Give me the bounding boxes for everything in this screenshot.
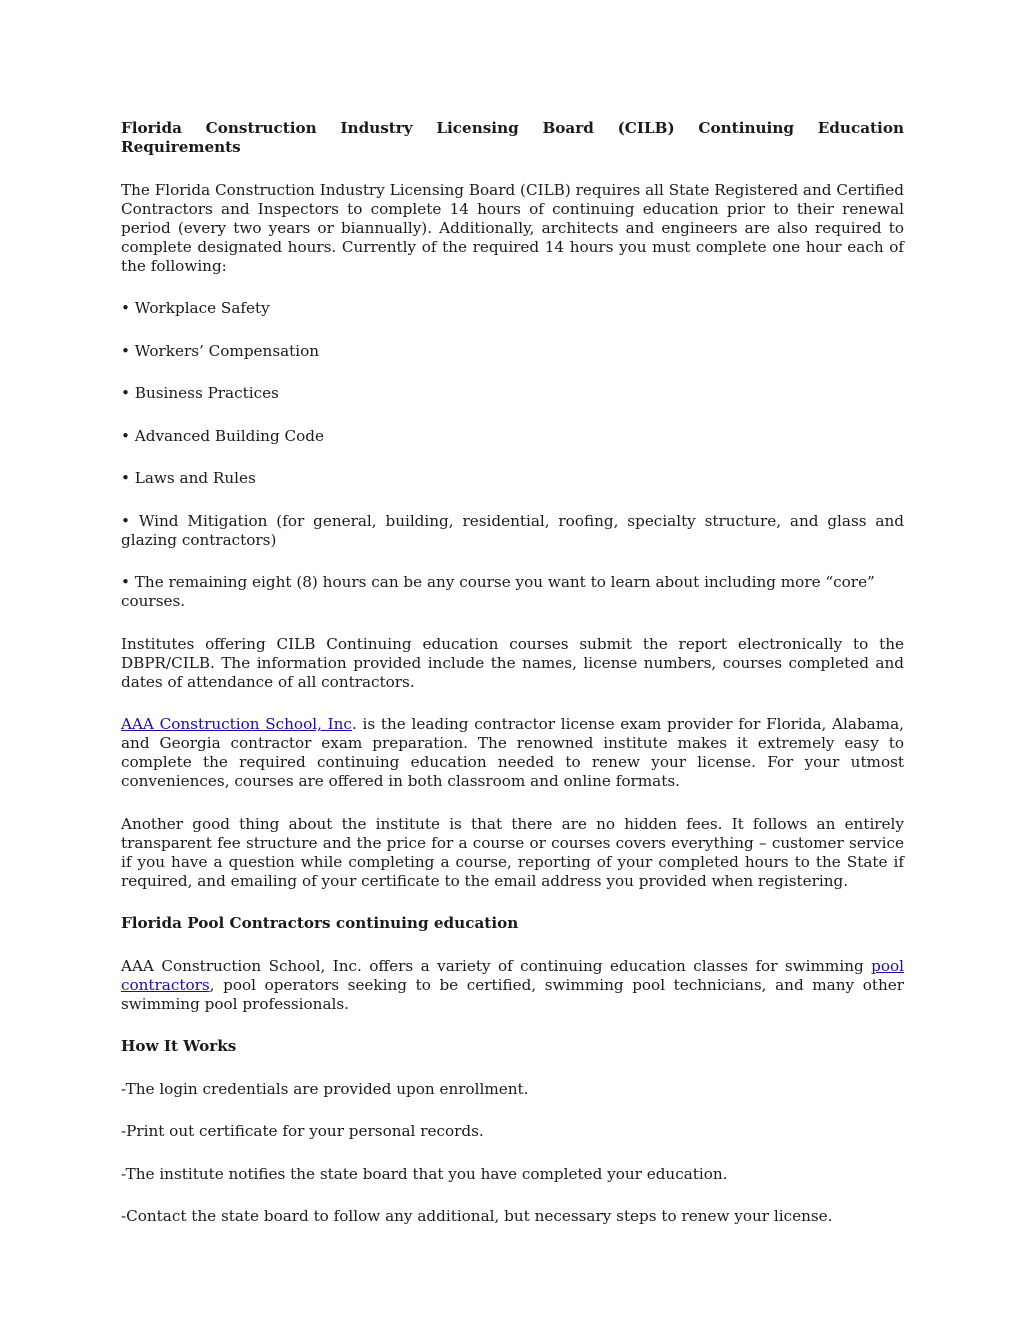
pool-contractors-link[interactable]: pool contractors [121, 956, 904, 994]
cilb-intro-paragraph: The Florida Construction Industry Licensing Board (CILB) requires all State Registered and Certified Contractors and Inspectors to complete 14 hours of continuing education prior to their renewal period (every two years or biannually). Additionally, architects and engineers are also required to complete designated hours. Currently of the required 14 hours you must complete one hour each of the following: [121, 180, 904, 275]
bullet-business-practices: • Business Practices [121, 384, 279, 402]
pool-paragraph-text-after: , pool operators seeking to be certified, swimming pool technicians, and many other swimming pool professionals. [121, 975, 904, 1013]
how-it-works-heading: How It Works [121, 1037, 237, 1055]
fees-paragraph: Another good thing about the institute is that there are no hidden fees. It follows an entirely transparent fee structure and the price for a course or courses covers everything – customer service if you have a question while completing a course, reporting of your completed hours to the State if required, and emailing of your certificate to the email address you provided when registering. [121, 814, 904, 890]
bullet-wind-mitigation: • Wind Mitigation (for general, building, residential, roofing, specialty structure, and glass and glazing contractors) [121, 511, 904, 549]
aaa-construction-school-link[interactable]: AAA Construction School, Inc [121, 715, 352, 733]
step-institute-notifies: -The institute notifies the state board that you have completed your education. [121, 1164, 728, 1183]
pool-paragraph [121, 957, 904, 1014]
bullet-workplace-safety: • Workplace Safety [121, 299, 270, 317]
bullet-laws-and-rules: • Laws and Rules [121, 469, 256, 487]
pool-contractors-heading: Florida Pool Contractors continuing education [121, 914, 519, 932]
cilb-heading-line1: Florida Construction Industry Licensing Board (CILB) Continuing Education [121, 119, 904, 137]
bullet-advanced-building-code: • Advanced Building Code [121, 426, 324, 445]
step-print-certificate: -Print out certificate for your personal records. [121, 1122, 484, 1140]
document-page [121, 119, 904, 1250]
bullet-workers-compensation: • Workers’ Compensation [121, 341, 320, 360]
step-login-credentials: -The login credentials are provided upon enrollment. [121, 1079, 529, 1098]
institutes-paragraph: Institutes offering CILB Continuing education courses submit the report electronically to the DBPR/CILB. The information provided include the names, license numbers, courses completed and dates of attendance of all contractors. [121, 634, 904, 691]
aaa-paragraph [121, 715, 904, 791]
aaa-paragraph-text: . is the leading contractor license exam provider for Florida, Alabama, and Georgia contractor exam preparation. The renowned institute makes it extremely easy to complete the required continuing education needed to renew your license. For your utmost conveniences, courses are offered in both classroom and online formats. [121, 715, 905, 790]
pool-paragraph-text-before: AAA Construction School, Inc. offers a variety of continuing education classes for swimming [121, 956, 872, 975]
cilb-heading [121, 119, 904, 157]
step-contact-state-board: -Contact the state board to follow any additional, but necessary steps to renew your license. [121, 1207, 833, 1225]
bullet-remaining-hours: • The remaining eight (8) hours can be any course you want to learn about including more “core” courses. [121, 573, 875, 610]
cilb-heading-line2: Requirements [121, 138, 241, 156]
